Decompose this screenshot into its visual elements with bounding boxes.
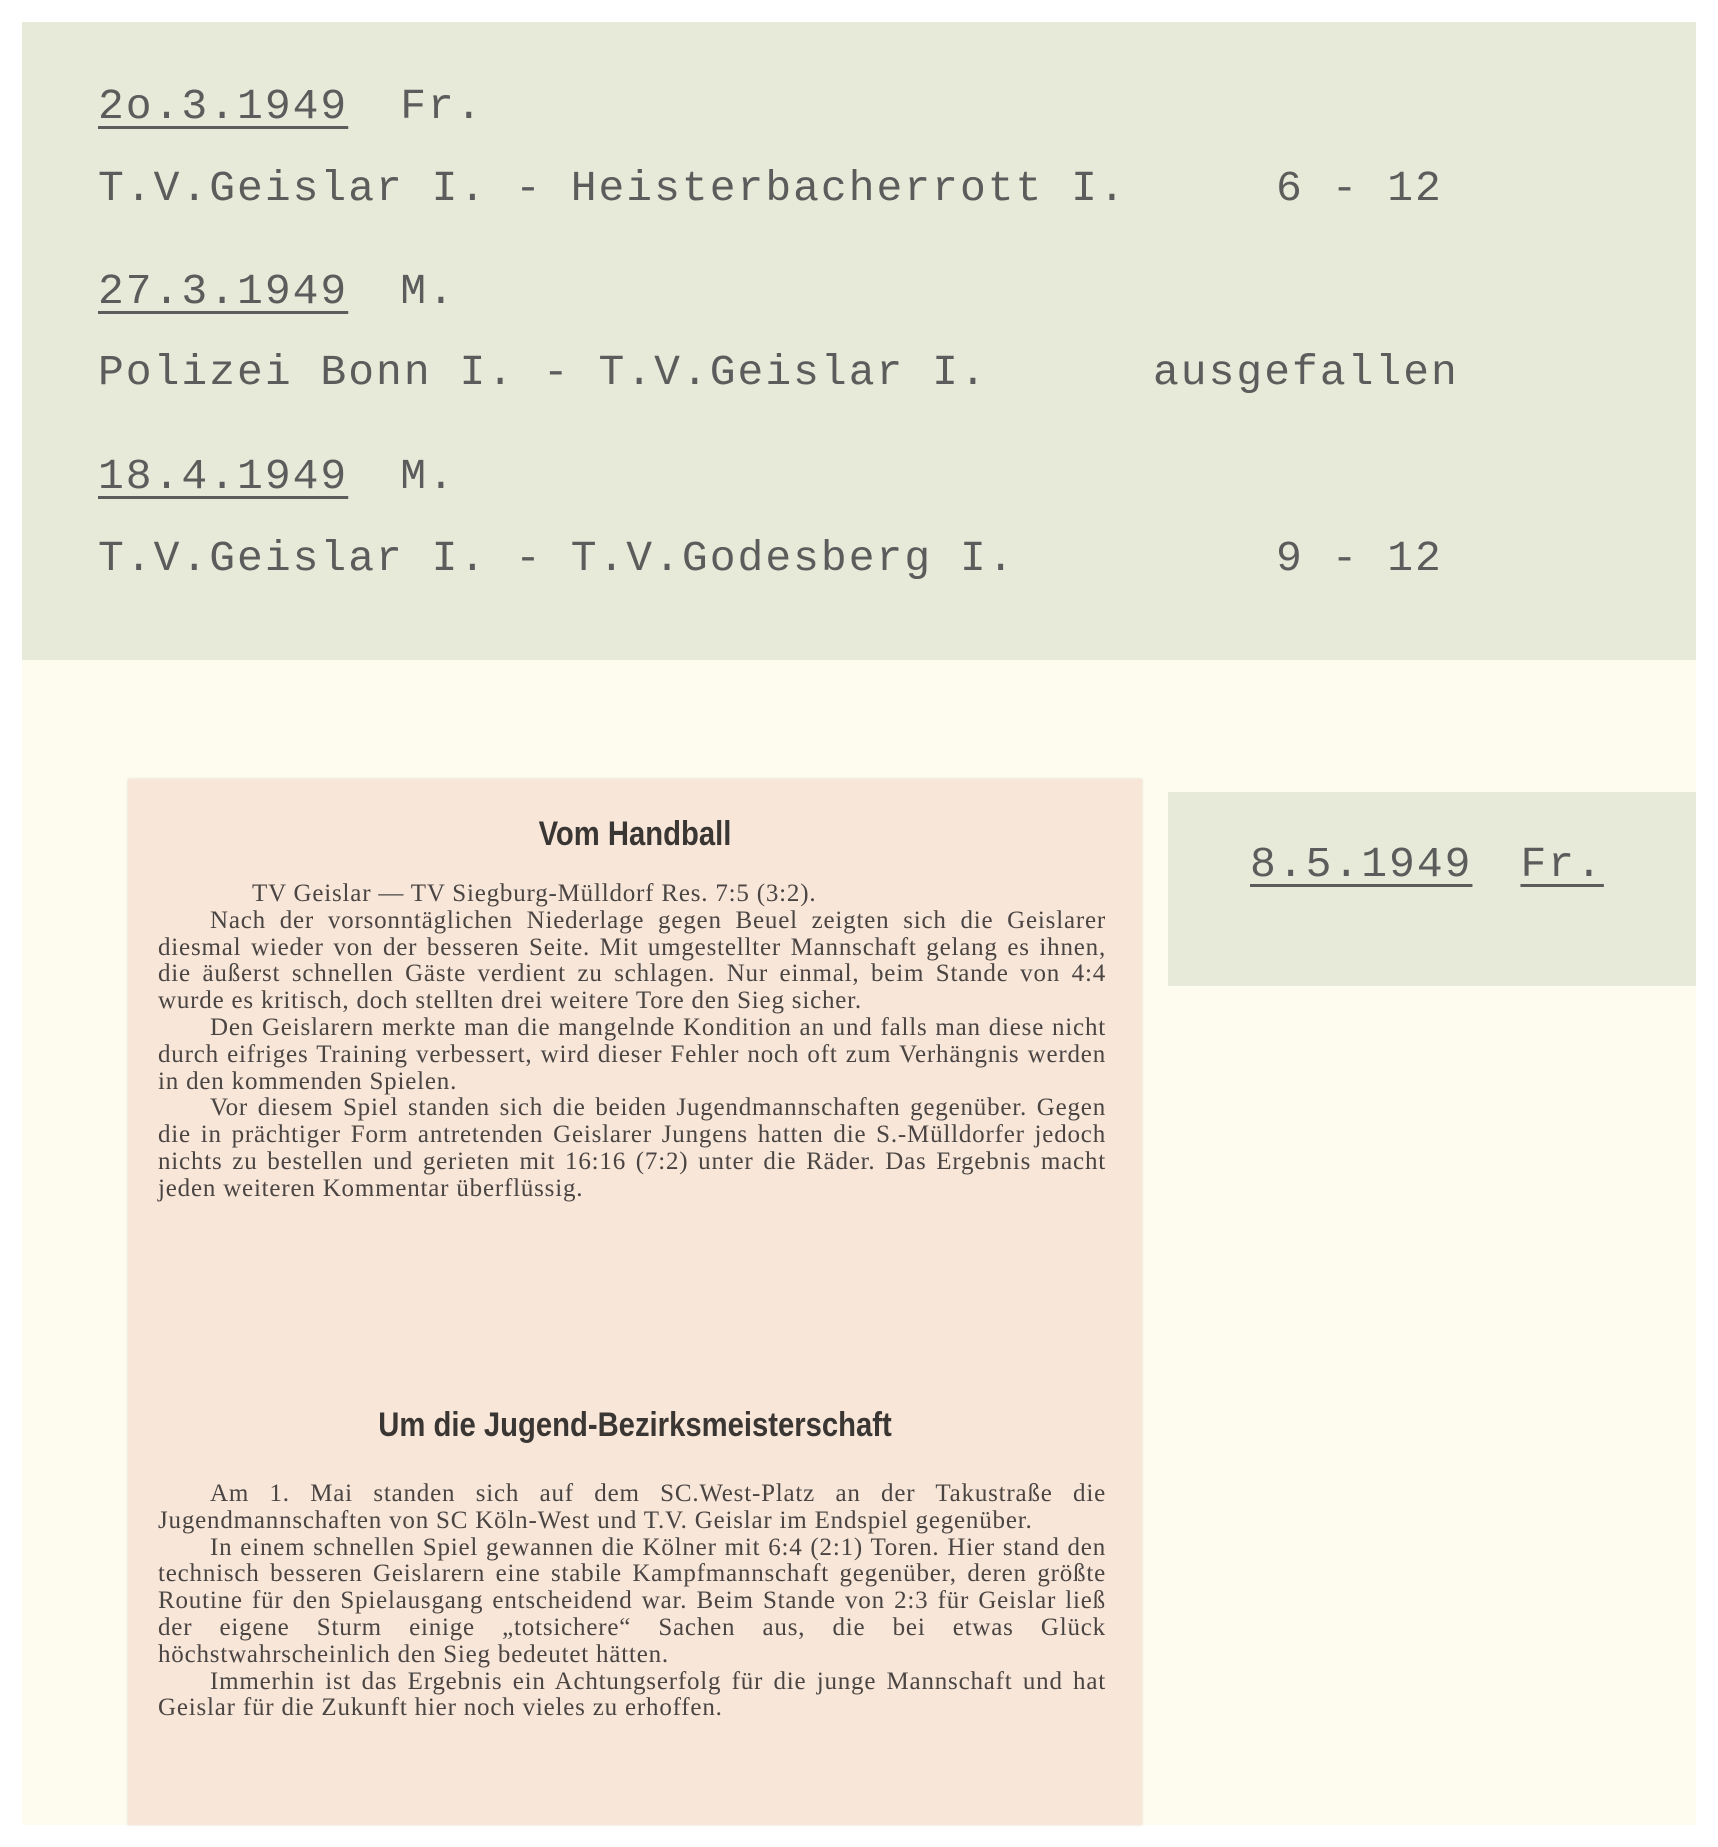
result-1-date: 2o.3.1949 xyxy=(98,82,349,131)
result-3-match: T.V.Geislar I. - T.V.Godesberg I. 9 - 12 xyxy=(98,534,1443,583)
result-2-day: M. xyxy=(400,267,456,316)
result-1-match: T.V.Geislar I. - Heisterbacherrott I. 6 - 12 xyxy=(98,164,1443,213)
article-2-body xyxy=(158,1481,1106,1722)
article-1-paragraph: TV Geislar — TV Siegburg-Mülldorf Res. 7:5 (3:2). xyxy=(252,880,817,907)
result-3-day: M. xyxy=(400,452,456,501)
typed-results-sheet xyxy=(22,22,1696,660)
result-3-home: T.V.Geislar I. xyxy=(98,534,488,583)
result-3-score: 9 - 12 xyxy=(1276,534,1443,583)
result-1-heading xyxy=(98,82,484,131)
result-1-score: 6 - 12 xyxy=(1276,164,1443,213)
result-2-score: ausgefallen xyxy=(1153,348,1459,397)
result-3-date: 18.4.1949 xyxy=(98,452,349,501)
article-1-body xyxy=(158,881,1106,1203)
typed-date-slip xyxy=(1168,792,1696,986)
article-2-paragraph: Am 1. Mai standen sich auf dem SC.West-Platz an der Takustraße die Jugendmannschaften von SC Köln-West und T.V. Geislar im Endspiel gegenüber. xyxy=(158,1480,1106,1534)
result-1-home: T.V.Geislar I. xyxy=(98,164,488,213)
scrapbook-page xyxy=(22,22,1696,1825)
result-3-away: T.V.Godesberg I. xyxy=(570,534,1016,583)
result-2-match: Polizei Bonn I. - T.V.Geislar I. ausgefallen xyxy=(98,348,1459,397)
result-3-heading xyxy=(98,452,456,501)
side-entry xyxy=(1250,840,1604,889)
result-1-day: Fr. xyxy=(400,82,484,131)
newspaper-clipping xyxy=(128,779,1142,1825)
side-entry-date: 8.5.1949 xyxy=(1250,840,1473,889)
article-2-title: Um die Jugend-Bezirksmeisterschaft xyxy=(378,1406,892,1444)
result-2-heading xyxy=(98,267,456,316)
article-2-paragraph: In einem schnellen Spiel gewannen die Kölner mit 6:4 (2:1) Toren. Hier stand den technisch besseren Geislarern eine stabile Kampfmannschaft gegenüber, deren größte Routine für den Spielausgang entscheidend war. Beim Stande von 2:3 für Geislar ließ der eigene Sturm einige „totsichere“ Sachen aus, die bei etwas Glück höchstwahrscheinlich den Sieg bedeutet hätten. xyxy=(158,1533,1106,1668)
side-entry-day: Fr. xyxy=(1520,840,1604,889)
result-2-home: Polizei Bonn I. xyxy=(98,348,516,397)
article-2-paragraph: Immerhin ist das Ergebnis ein Achtungserfolg für die junge Mannschaft und hat Geislar für die Zukunft hier noch vieles zu erhoffen. xyxy=(158,1667,1106,1722)
article-1-title: Vom Handball xyxy=(538,815,732,853)
result-2-date: 27.3.1949 xyxy=(98,267,349,316)
article-1-paragraph: Den Geislarern merkte man die mangelnde Kondition an und falls man diese nicht durch eifriges Training verbessert, wird dieser Fehler noch oft zum Verhängnis werden in den kommenden Spielen. xyxy=(158,1013,1106,1095)
result-1-away: Heisterbacherrott I. xyxy=(570,164,1127,213)
article-1-paragraph: Vor diesem Spiel standen sich die beiden Jugendmannschaften gegenüber. Gegen die in prächtiger Form antretenden Geislarer Jungens hatten die S.-Mülldorfer jedoch nichts zu bestellen und gerieten mit 16:16 (7:2) unter die Räder. Das Ergebnis macht jeden weiteren Kommentar überflüssig. xyxy=(158,1094,1106,1202)
article-1-paragraph: Nach der vorsonntäglichen Niederlage gegen Beuel zeigten sich die Geislarer diesmal wieder von der besseren Seite. Mit umgestellter Mannschaft gelang es ihnen, die äußerst schnellen Gäste verdient zu schlagen. Nur einmal, beim Stande von 4:4 wurde es kritisch, doch stellten drei weitere Tore den Sieg sicher. xyxy=(158,906,1106,1015)
result-2-away: T.V.Geislar I. xyxy=(598,348,988,397)
